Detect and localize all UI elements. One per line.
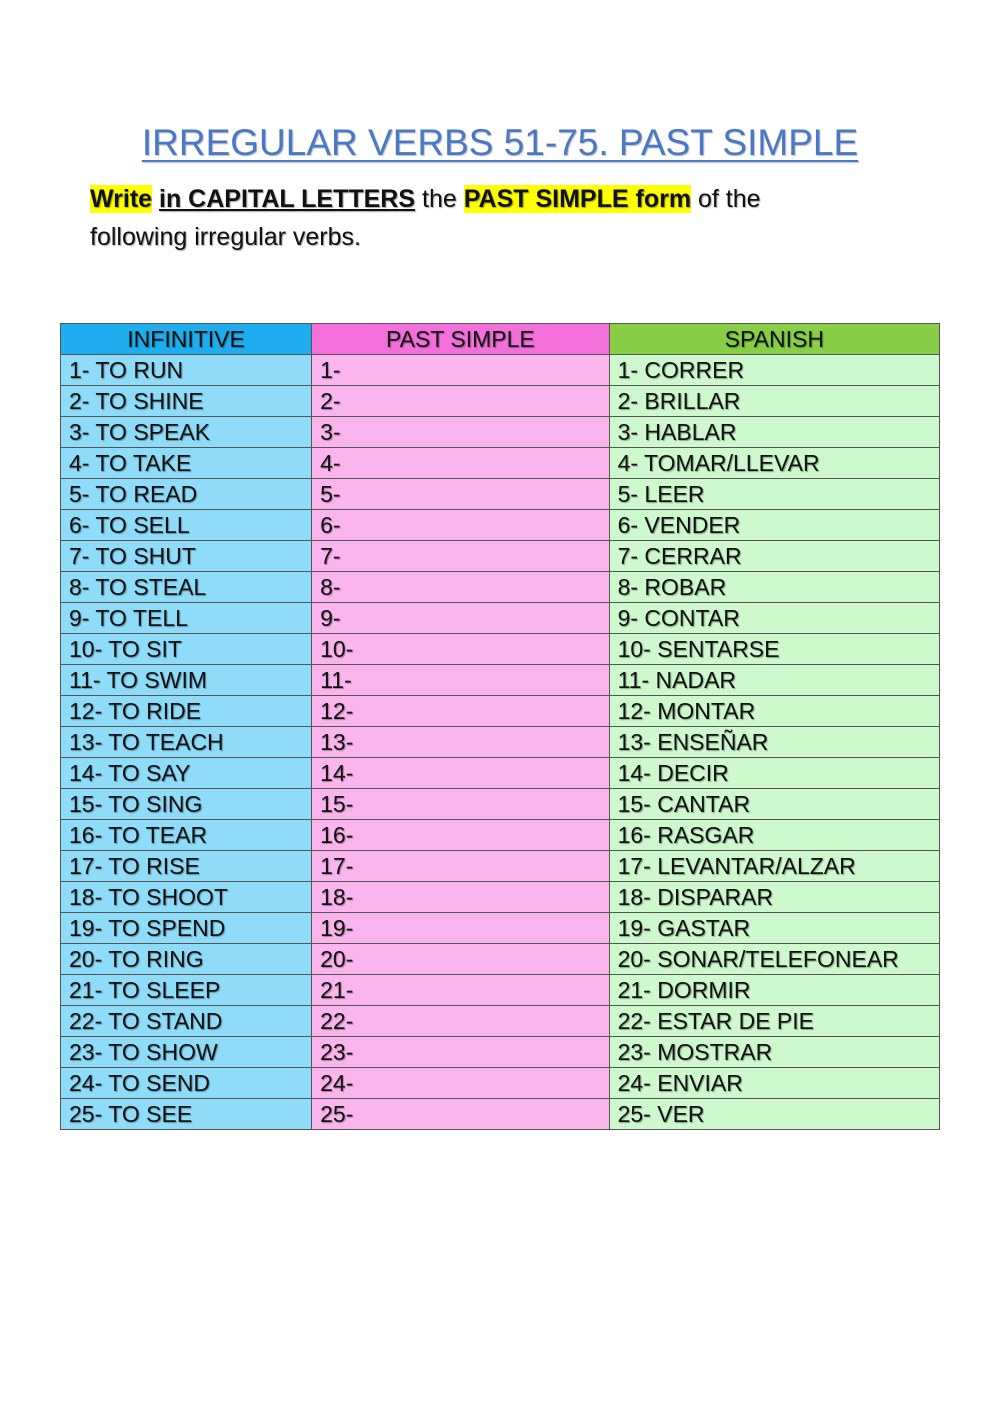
past-simple-cell[interactable]: 18- <box>312 882 609 913</box>
infinitive-cell: 16- TO TEAR <box>61 820 312 851</box>
spanish-cell: 1- CORRER <box>609 355 939 386</box>
infinitive-cell: 22- TO STAND <box>61 1006 312 1037</box>
past-simple-cell[interactable]: 22- <box>312 1006 609 1037</box>
infinitive-cell: 18- TO SHOOT <box>61 882 312 913</box>
spanish-cell: 11- NADAR <box>609 665 939 696</box>
past-simple-cell[interactable]: 21- <box>312 975 609 1006</box>
past-simple-cell[interactable]: 11- <box>312 665 609 696</box>
past-simple-cell[interactable]: 9- <box>312 603 609 634</box>
table-row <box>61 1068 940 1099</box>
infinitive-cell: 11- TO SWIM <box>61 665 312 696</box>
spanish-cell: 8- ROBAR <box>609 572 939 603</box>
table-row <box>61 603 940 634</box>
infinitive-cell: 12- TO RIDE <box>61 696 312 727</box>
table-row <box>61 479 940 510</box>
spanish-cell: 20- SONAR/TELEFONEAR <box>609 944 939 975</box>
past-simple-cell[interactable]: 24- <box>312 1068 609 1099</box>
table-row <box>61 696 940 727</box>
infinitive-cell: 10- TO SIT <box>61 634 312 665</box>
table-row <box>61 851 940 882</box>
past-simple-cell[interactable]: 4- <box>312 448 609 479</box>
infinitive-cell: 14- TO SAY <box>61 758 312 789</box>
table-row <box>61 789 940 820</box>
past-simple-cell[interactable]: 12- <box>312 696 609 727</box>
spanish-cell: 2- BRILLAR <box>609 386 939 417</box>
instructions <box>90 180 850 256</box>
header-past-simple: PAST SIMPLE <box>312 324 609 355</box>
past-simple-cell[interactable]: 8- <box>312 572 609 603</box>
table-row <box>61 355 940 386</box>
table-row <box>61 634 940 665</box>
spanish-cell: 10- SENTARSE <box>609 634 939 665</box>
spanish-cell: 9- CONTAR <box>609 603 939 634</box>
table-row <box>61 944 940 975</box>
header-row <box>61 324 940 355</box>
past-simple-cell[interactable]: 25- <box>312 1099 609 1130</box>
verbs-table <box>60 323 940 1130</box>
spanish-cell: 25- VER <box>609 1099 939 1130</box>
spanish-cell: 24- ENVIAR <box>609 1068 939 1099</box>
instruction-rest: of the following irregular verbs. <box>90 185 761 251</box>
past-simple-cell[interactable]: 15- <box>312 789 609 820</box>
spanish-cell: 15- CANTAR <box>609 789 939 820</box>
table-row <box>61 417 940 448</box>
table-row <box>61 1006 940 1037</box>
infinitive-cell: 3- TO SPEAK <box>61 417 312 448</box>
past-simple-cell[interactable]: 6- <box>312 510 609 541</box>
infinitive-cell: 20- TO RING <box>61 944 312 975</box>
table-row <box>61 1037 940 1068</box>
spanish-cell: 5- LEER <box>609 479 939 510</box>
infinitive-cell: 19- TO SPEND <box>61 913 312 944</box>
spanish-cell: 4- TOMAR/LLEVAR <box>609 448 939 479</box>
header-infinitive: INFINITIVE <box>61 324 312 355</box>
instruction-write: Write <box>90 185 153 213</box>
infinitive-cell: 9- TO TELL <box>61 603 312 634</box>
infinitive-cell: 6- TO SELL <box>61 510 312 541</box>
table-row <box>61 1099 940 1130</box>
infinitive-cell: 17- TO RISE <box>61 851 312 882</box>
infinitive-cell: 13- TO TEACH <box>61 727 312 758</box>
spanish-cell: 17- LEVANTAR/ALZAR <box>609 851 939 882</box>
spanish-cell: 22- ESTAR DE PIE <box>609 1006 939 1037</box>
spanish-cell: 18- DISPARAR <box>609 882 939 913</box>
infinitive-cell: 25- TO SEE <box>61 1099 312 1130</box>
table-row <box>61 541 940 572</box>
spanish-cell: 7- CERRAR <box>609 541 939 572</box>
spanish-cell: 23- MOSTRAR <box>609 1037 939 1068</box>
table-row <box>61 572 940 603</box>
infinitive-cell: 5- TO READ <box>61 479 312 510</box>
past-simple-cell[interactable]: 3- <box>312 417 609 448</box>
table-row <box>61 448 940 479</box>
infinitive-cell: 4- TO TAKE <box>61 448 312 479</box>
past-simple-cell[interactable]: 14- <box>312 758 609 789</box>
past-simple-cell[interactable]: 10- <box>312 634 609 665</box>
past-simple-cell[interactable]: 17- <box>312 851 609 882</box>
spanish-cell: 16- RASGAR <box>609 820 939 851</box>
infinitive-cell: 15- TO SING <box>61 789 312 820</box>
past-simple-cell[interactable]: 2- <box>312 386 609 417</box>
past-simple-cell[interactable]: 5- <box>312 479 609 510</box>
past-simple-cell[interactable]: 13- <box>312 727 609 758</box>
past-simple-cell[interactable]: 1- <box>312 355 609 386</box>
infinitive-cell: 8- TO STEAL <box>61 572 312 603</box>
spanish-cell: 6- VENDER <box>609 510 939 541</box>
past-simple-cell[interactable]: 19- <box>312 913 609 944</box>
table-row <box>61 975 940 1006</box>
spanish-cell: 12- MONTAR <box>609 696 939 727</box>
instruction-capital-letters: in CAPITAL LETTERS <box>159 185 416 213</box>
past-simple-cell[interactable]: 20- <box>312 944 609 975</box>
instruction-past-simple-form: PAST SIMPLE form <box>463 185 692 213</box>
infinitive-cell: 23- TO SHOW <box>61 1037 312 1068</box>
spanish-cell: 21- DORMIR <box>609 975 939 1006</box>
infinitive-cell: 21- TO SLEEP <box>61 975 312 1006</box>
table-row <box>61 882 940 913</box>
infinitive-cell: 1- TO RUN <box>61 355 312 386</box>
table-row <box>61 913 940 944</box>
infinitive-cell: 24- TO SEND <box>61 1068 312 1099</box>
table-row <box>61 727 940 758</box>
spanish-cell: 14- DECIR <box>609 758 939 789</box>
table-row <box>61 758 940 789</box>
spanish-cell: 19- GASTAR <box>609 913 939 944</box>
instruction-the: the <box>422 185 457 213</box>
spanish-cell: 13- ENSEÑAR <box>609 727 939 758</box>
worksheet-title: IRREGULAR VERBS 51-75. PAST SIMPLE <box>141 122 859 163</box>
header-spanish: SPANISH <box>609 324 939 355</box>
infinitive-cell: 2- TO SHINE <box>61 386 312 417</box>
infinitive-cell: 7- TO SHUT <box>61 541 312 572</box>
table-row <box>61 386 940 417</box>
past-simple-cell[interactable]: 7- <box>312 541 609 572</box>
past-simple-cell[interactable]: 23- <box>312 1037 609 1068</box>
table-row <box>61 510 940 541</box>
spanish-cell: 3- HABLAR <box>609 417 939 448</box>
table-row <box>61 665 940 696</box>
past-simple-cell[interactable]: 16- <box>312 820 609 851</box>
table-row <box>61 820 940 851</box>
